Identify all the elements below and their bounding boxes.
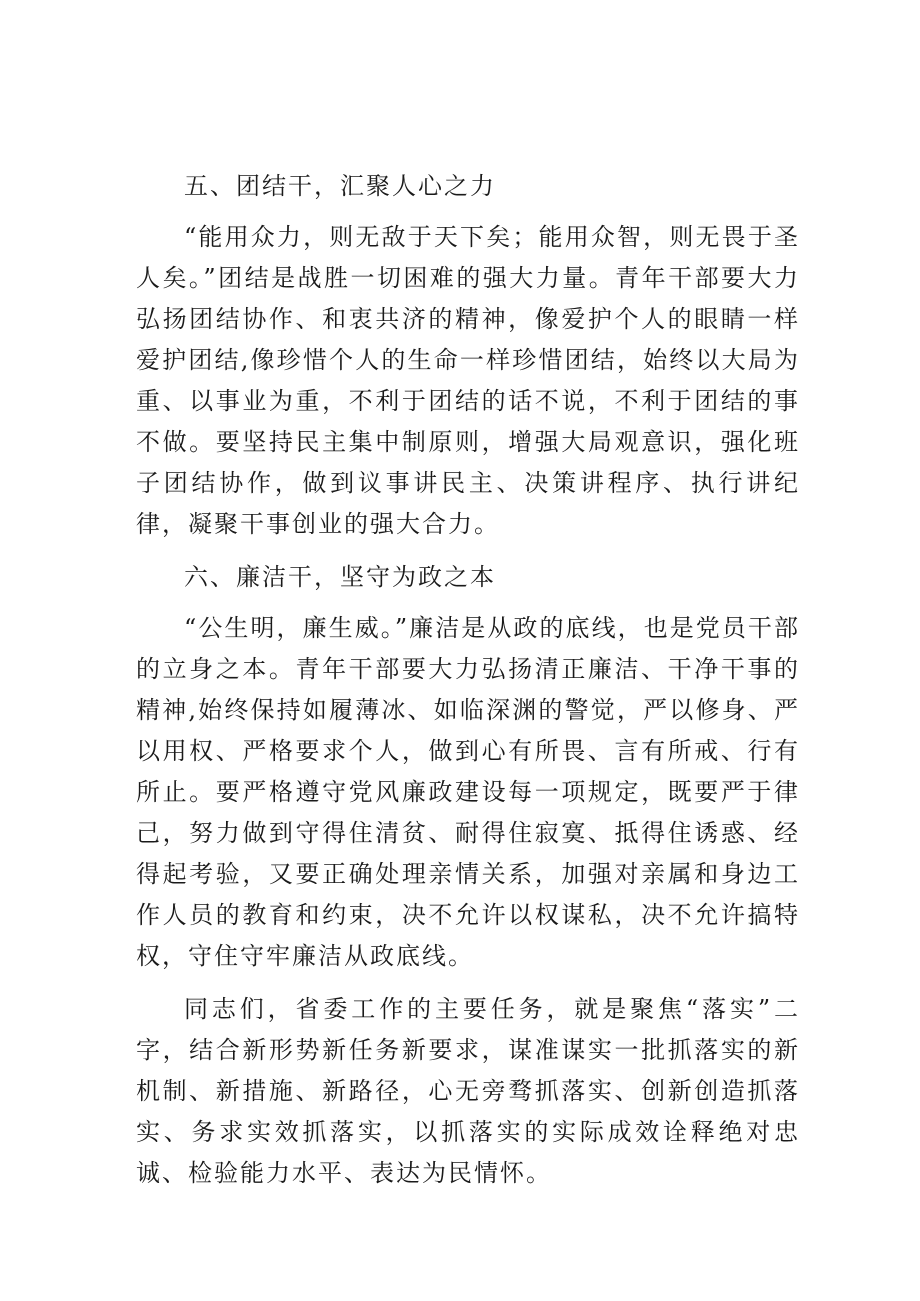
document-body	[136, 166, 800, 1194]
section-paragraph-unity: “能用众力，则无敌于天下矣；能用众智，则无畏于圣人矣。”团结是战胜一切困难的强大力量。青年干部要大力弘扬团结协作、和衷共济的精神，像爱护个人的眼睛一样爱护团结,像珍惜个人的生命一样珍惜团结，始终以大局为重、以事业为重，不利于团结的话不说，不利于团结的事不做。要坚持民主集中制原则，增强大局观意识，强化班子团结协作，做到议事讲民主、决策讲程序、执行讲纪律，凝聚干事创业的强大合力。	[136, 223, 800, 538]
section-heading-integrity: 六、廉洁干，坚守为政之本	[184, 563, 496, 591]
section-paragraph-integrity: “公生明，廉生威。”廉洁是从政的底线，也是党员干部的立身之本。青年干部要大力弘扬清正廉洁、干净干事的精神,始终保持如履薄冰、如临深渊的警觉，严以修身、严以用权、严格要求个人，做到心有所畏、言有所戒、行有所止。要严格遵守党风廉政建设每一项规定，既要严于律己，努力做到守得住清贫、耐得住寂寞、抵得住诱惑、经得起考验，又要正确处理亲情关系，加强对亲属和身边工作人员的教育和约束，决不允许以权谋私，决不允许搞特权，守住守牢廉洁从政底线。	[136, 614, 800, 970]
section-heading-unity: 五、团结干，汇聚人心之力	[184, 172, 496, 200]
closing-paragraph: 同志们，省委工作的主要任务，就是聚焦“落实”二字，结合新形势新任务新要求，谋准谋实一批抓落实的新机制、新措施、新路径，心无旁骛抓落实、创新创造抓落实、务求实效抓落实，以抓落实的实际成效诠释绝对忠诚、检验能力水平、表达为民情怀。	[136, 995, 800, 1187]
